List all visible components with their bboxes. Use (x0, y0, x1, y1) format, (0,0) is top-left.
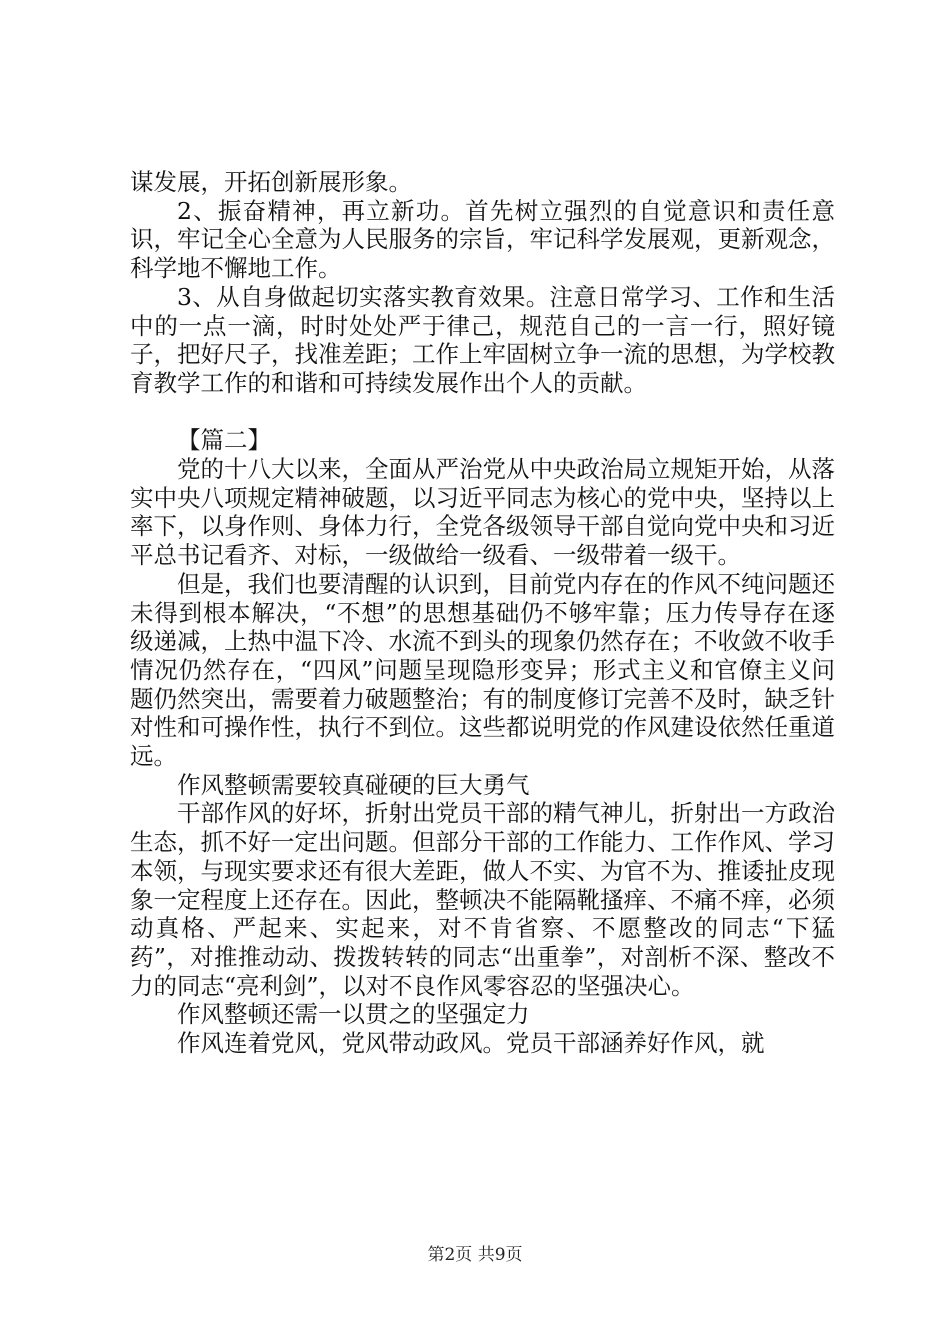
paragraph-spacer (130, 398, 835, 427)
paragraph-continuation: 谋发展，开拓创新展形象。 (130, 168, 412, 196)
paragraph: 干部作风的好坏，折射出党员干部的精气神儿，折射出一方政治生态，抓不好一定出问题。但部分干部的工作能力、工作作风、学习本领，与现实要求还有很大差距，做人不实、为官不为、推诿扯皮现象一定程度上还存在。因此，整顿决不能隔靴搔痒、不痛不痒，必须动真格、严起来、实起来，对不肯省察、不愿整改的同志“下猛药”，对推推动动、拨拨转转的同志“出重拳”，对剖析不深、整改不力的同志“亮利剑”，以对不良作风零容忍的坚强决心。 (130, 799, 835, 1000)
paragraph: 作风连着党风，党风带动政风。党员干部涵养好作风，就 (177, 1029, 765, 1058)
subheading: 作风整顿还需一以贯之的坚强定力 (177, 1000, 530, 1029)
page-number-footer: 第2页 共9页 (427, 1245, 523, 1265)
section-heading: 【篇二】 (177, 426, 271, 455)
subheading: 作风整顿需要较真碰硬的巨大勇气 (177, 770, 530, 799)
paragraph-item-3: 3、从自身做起切实落实教育效果。注意日常学习、工作和生活中的一点一滴，时时处处严于律己，规范自己的一言一行，照好镜子，把好尺子，找准差距；工作上牢固树立争一流的思想，为学校教育教学工作的和谐和可持续发展作出个人的贡献。 (130, 282, 835, 397)
document-body (130, 168, 835, 1058)
paragraph-item-2: 2、振奋精神，再立新功。首先树立强烈的自觉意识和责任意识，牢记全心全意为人民服务的宗旨，牢记科学发展观，更新观念，科学地不懈地工作。 (130, 196, 835, 283)
paragraph: 但是，我们也要清醒的认识到，目前党内存在的作风不纯问题还未得到根本解决，“不想”的思想基础仍不够牢靠；压力传导存在逐级递减，上热中温下冷、水流不到头的现象仍然存在；不收敛不收手情况仍然存在，“四风”问题呈现隐形变异；形式主义和官僚主义问题仍然突出，需要着力破题整治；有的制度修订完善不及时，缺乏针对性和可操作性，执行不到位。这些都说明党的作风建设依然任重道远。 (130, 569, 835, 771)
paragraph: 党的十八大以来，全面从严治党从中央政治局立规矩开始，从落实中央八项规定精神破题，以习近平同志为核心的党中央，坚持以上率下，以身作则、身体力行，全党各级领导干部自觉向党中央和习近平总书记看齐、对标，一级做给一级看、一级带着一级干。 (130, 455, 835, 570)
